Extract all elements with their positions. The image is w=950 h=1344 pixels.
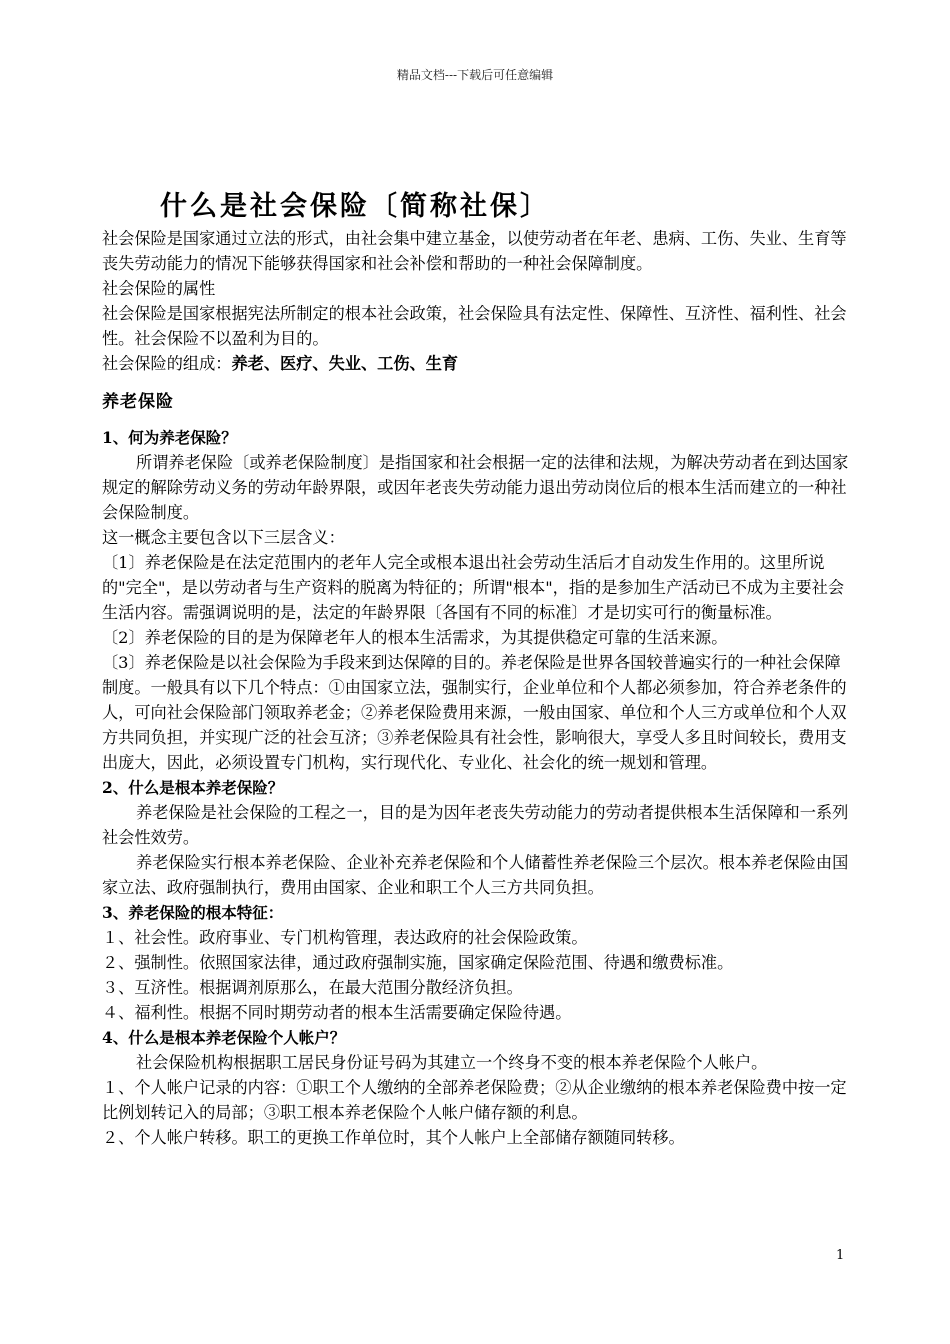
paragraph: 〔3〕养老保险是以社会保险为手段来到达保障的目的。养老保险是世界各国较普遍实行的一种社会保障制度。一般具有以下几个特点：①由国家立法，强制实行，企业单位和个人都必须参加，符合养老条件的人，可向社会保险部门领取养老金；②养老保险费用来源，一般由国家、单位和个人三方或单位和个人双方共同负担，并实现广泛的社会互济；③养老保险具有社会性，影响很大，享受人多且时间较长，费用支出庞大，因此，必须设置专门机构，实行现代化、专业化、社会化的统一规划和管理。 <box>102 653 847 772</box>
paragraph: 所谓养老保险〔或养老保险制度〕是指国家和社会根据一定的法律和法规，为解决劳动者在到达国家规定的解除劳动义务的劳动年龄界限，或因年老丧失劳动能力退出劳动岗位后的根本生活而建立的一种社会保险制度。 <box>102 453 849 522</box>
question-title: 3、养老保险的根本特征： <box>102 903 284 922</box>
question-title: 2、什么是根本养老保险？ <box>102 778 284 797</box>
composition-label: 社会保险的组成： <box>102 354 232 373</box>
page-number: 1 <box>836 1248 845 1263</box>
list-item: ４、福利性。根据不同时期劳动者的根本生活需要确定保险待遇。 <box>102 1003 572 1022</box>
document-body <box>102 226 852 1150</box>
list-item: ３、互济性。根据调剂原那么，在最大范围分散经济负担。 <box>102 978 523 997</box>
page-header: 精品文档---下载后可任意编辑 <box>396 68 554 82</box>
composition-line <box>102 351 852 376</box>
paragraph: 养老保险实行根本养老保险、企业补充养老保险和个人储蓄性养老保险三个层次。根本养老保险由国家立法、政府强制执行，费用由国家、企业和职工个人三方共同负担。 <box>102 853 849 897</box>
intro-paragraph: 社会保险是国家根据宪法所制定的根本社会政策，社会保险具有法定性、保障性、互济性、福利性、社会性。社会保险不以盈利为目的。 <box>102 304 847 348</box>
intro-paragraph: 社会保险是国家通过立法的形式，由社会集中建立基金，以使劳动者在年老、患病、工伤、失业、生育等丧失劳动能力的情况下能够获得国家和社会补偿和帮助的一种社会保障制度。 <box>102 229 847 273</box>
list-item: ２、强制性。依照国家法律，通过政府强制实施，国家确定保险范围、待遇和缴费标准。 <box>102 953 734 972</box>
paragraph: 〔2〕养老保险的目的是为保障老年人的根本生活需求，为其提供稳定可靠的生活来源。 <box>102 628 728 647</box>
composition-value: 养老、医疗、失业、工伤、生育 <box>231 354 459 373</box>
paragraph: 〔1〕养老保险是在法定范围内的老年人完全或根本退出社会劳动生活后才自动发生作用的。这里所说的"完全"，是以劳动者与生产资料的脱离为特征的；所谓"根本"，指的是参加生产活动已不成为主要社会生活内容。需强调说明的是，法定的年龄界限〔各国有不同的标准〕才是切实可行的衡量标准。 <box>102 553 845 622</box>
paragraph: 社会保险机构根据职工居民身份证号码为其建立一个终身不变的根本养老保险个人帐户。 <box>136 1053 768 1072</box>
intro-paragraph: 社会保险的属性 <box>102 279 216 298</box>
paragraph: ２、个人帐户转移。职工的更换工作单位时，其个人帐户上全部储存额随同转移。 <box>102 1128 685 1147</box>
list-item: １、社会性。政府事业、专门机构管理，表达政府的社会保险政策。 <box>102 928 588 947</box>
paragraph: 这一概念主要包含以下三层含义： <box>102 528 345 547</box>
question-title: 4、什么是根本养老保险个人帐户？ <box>102 1028 346 1047</box>
paragraph: 养老保险是社会保险的工程之一，目的是为因年老丧失劳动能力的劳动者提供根本生活保障和一系列社会性效劳。 <box>102 803 849 847</box>
question-title: 1、何为养老保险？ <box>102 428 237 447</box>
section-heading: 养老保险 <box>102 392 174 412</box>
document-title: 什么是社会保险〔简称社保〕 <box>160 191 550 222</box>
paragraph: １、个人帐户记录的内容：①职工个人缴纳的全部养老保险费；②从企业缴纳的根本养老保险费中按一定比例划转记入的局部；③职工根本养老保险个人帐户储存额的利息。 <box>102 1078 847 1122</box>
